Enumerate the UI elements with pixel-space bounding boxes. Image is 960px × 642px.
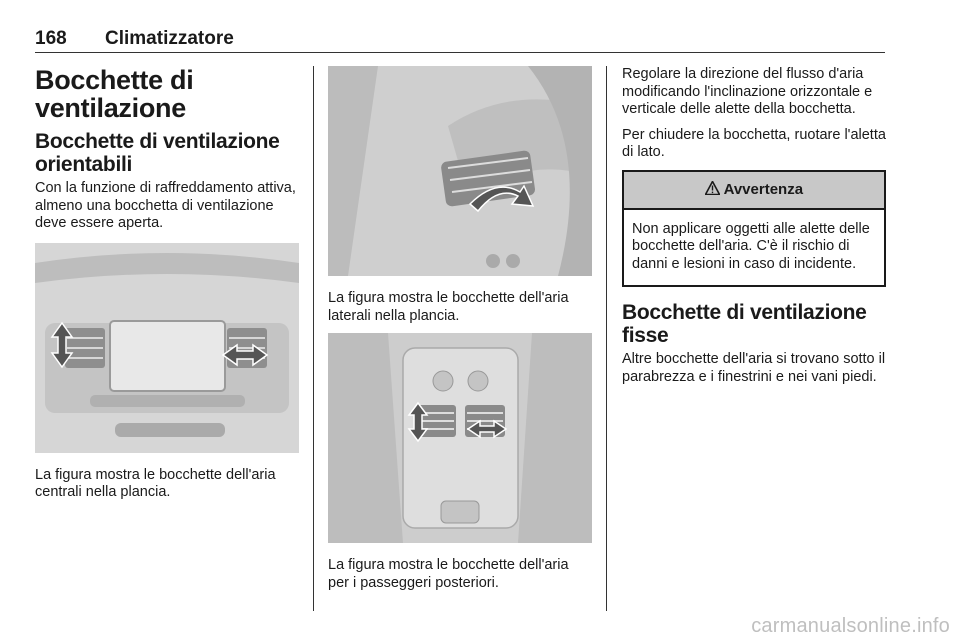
page-header [35, 28, 885, 52]
rear-vents-figure [328, 333, 592, 543]
column-3 [622, 66, 886, 394]
warning-box [622, 170, 886, 288]
warning-body [624, 210, 884, 286]
column-1 [35, 66, 299, 510]
warning-header [624, 172, 884, 210]
warning-triangle-icon [705, 181, 724, 198]
watermark: carmanualsonline.info [751, 615, 950, 637]
close-paragraph: Per chiudere la bocchetta, ruotare l'aletta di lato. [622, 126, 886, 160]
subheading: Bocchette di ventilazione orientabili [35, 130, 280, 176]
left-vent-icon [65, 328, 105, 368]
figure-caption: La figura mostra le bocchette dell'aria centrali nella plancia. [35, 466, 276, 500]
column-divider [313, 66, 314, 611]
warning-text: Non applicare oggetti alle alette delle bocchette dell'aria. C'è il rischio di danni e lesioni in caso di incidente. [632, 220, 870, 272]
page-number: 168 [35, 28, 67, 49]
header-divider [35, 52, 885, 53]
center-vents-figure [35, 243, 299, 453]
column-divider [606, 66, 607, 611]
page-heading: Bocchette di ventilazione [35, 65, 194, 123]
section-title: Climatizzatore [105, 28, 234, 49]
column-2 [328, 66, 592, 600]
fixed-vents-heading: Bocchette di ventilazione fisse [622, 301, 867, 347]
intro-paragraph: Con la funzione di raffreddamento attiva, almeno una bocchetta di ventilazione deve essere aperta. [35, 180, 296, 231]
warning-title: Avvertenza [723, 180, 804, 198]
fixed-vents-paragraph: Altre bocchette dell'aria si trovano sotto il parabrezza e i finestrini e nei vani piedi. [622, 351, 886, 385]
figure-caption: La figura mostra le bocchette dell'aria laterali nella plancia. [328, 290, 569, 324]
figure-caption: La figura mostra le bocchette dell'aria per i passeggeri posteriori. [328, 557, 569, 591]
side-vents-figure [328, 66, 592, 276]
adjust-paragraph: Regolare la direzione del flusso d'aria modificando l'inclinazione orizzontale e verticale delle alette della bocchetta. [622, 66, 873, 117]
